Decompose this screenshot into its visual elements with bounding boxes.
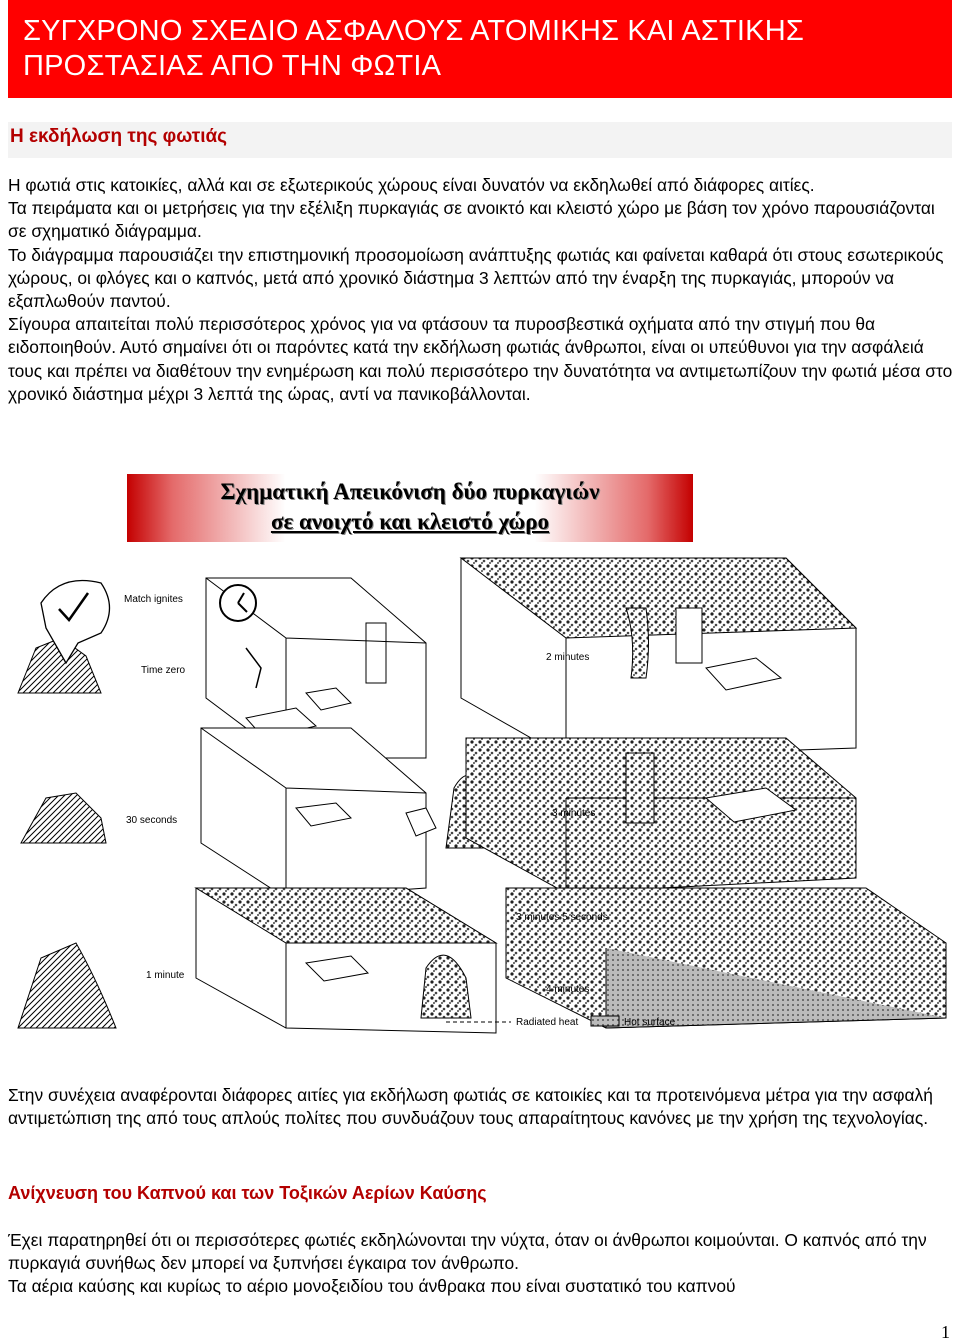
room-two-minutes bbox=[461, 558, 856, 758]
paragraph: Τα αέρια καύσης και κυρίως το αέριο μονοξειδίου του άνθρακα που είναι συστατικό του καπνού bbox=[8, 1276, 736, 1297]
label-one-minute: 1 minute bbox=[146, 970, 185, 981]
open-fire-one-minute bbox=[18, 943, 185, 1028]
diagram-title-line-1: Σχηματική Απεικόνιση δύο πυρκαγιών bbox=[220, 479, 600, 504]
fire-spread-illustration bbox=[6, 548, 956, 1048]
label-hot-surface: Hot surface bbox=[624, 1017, 676, 1028]
fire-spread-drawing bbox=[6, 548, 956, 1048]
intro-text bbox=[8, 174, 956, 406]
label-four-minutes: 4 minutes bbox=[546, 984, 590, 995]
label-two-minutes: 2 minutes bbox=[546, 652, 590, 663]
label-time-zero: Time zero bbox=[141, 665, 186, 676]
title-banner bbox=[8, 0, 952, 98]
title-line-2: ΠΡΟΣΤΑΣΙΑΣ ΑΠΟ ΤΗΝ ΦΩΤΙΑ bbox=[23, 50, 442, 82]
label-thirty-seconds: 30 seconds bbox=[126, 815, 178, 826]
label-three-minutes-five-seconds: 3 minutes 5 seconds bbox=[516, 912, 608, 923]
paragraph: Η φωτιά στις κατοικίες, αλλά και σε εξωτερικούς χώρους είναι δυνατόν να εκδηλωθεί από διάφορες αιτίες. bbox=[8, 175, 815, 195]
room-four-minutes bbox=[196, 888, 946, 1033]
label-match-ignites: Match ignites bbox=[124, 594, 183, 605]
paragraph: Σίγουρα απαιτείται πολύ περισσότερος χρόνος για να φτάσουν τα πυροσβεστικά οχήματα από την στιγμή που θα ειδοποιηθούν. Αυτό σημαίνει ότι οι παρόντες κατά την εκδήλωση φωτιάς άνθρωποι, είναι οι υπεύθυνοι για την ασφάλειά τους και πρέπει να διαθέτουν την ενημέρωση και πολύ περισσότερο την δυνατότητα να αντιμετωπίζουν την φωτιά μέσα στο χρονικό διάστημα μέχρι 3 λεπτά της ώρας, αντί να πανικοβάλλονται. bbox=[8, 314, 953, 404]
title-line-1: ΣΥΓΧΡΟΝΟ ΣΧΕΔΙΟ ΑΣΦΑΛΟΥΣ ΑΤΟΜΙΚΗΣ ΚΑΙ ΑΣΤΙΚΗΣ bbox=[23, 15, 804, 47]
open-fire-thirty-seconds bbox=[21, 793, 177, 843]
paragraph: Στην συνέχεια αναφέρονται διάφορες αιτίες για εκδήλωση φωτιάς σε κατοικίες και τα προτεινόμενα μέτρα για την ασφαλή αντιμετώπιση της από τους απλούς πολίτες που συνδυάζουν τους απαραίτητους κανόνες με την χρήση της τεχνολογίας. bbox=[8, 1085, 933, 1129]
paragraph: Έχει παρατηρηθεί ότι οι περισσότερες φωτιές εκδηλώνονται την νύχτα, όταν οι άνθρωποι κοιμούνται. Ο καπνός από την πυρκαγιά συνήθως δεν μπορεί να ξυπνήσει έγκαιρα τον άνθρωπο. bbox=[8, 1230, 927, 1274]
detection-text bbox=[8, 1229, 956, 1299]
room-thirty-seconds bbox=[201, 728, 494, 898]
room-three-minutes bbox=[466, 738, 856, 893]
label-three-minutes: 3 minutes bbox=[552, 808, 596, 819]
section-heading: Η εκδήλωση της φωτιάς bbox=[8, 122, 952, 158]
outro-text bbox=[8, 1084, 956, 1130]
paragraph: Τα πειράματα και οι μετρήσεις για την εξέλιξη πυρκαγιάς σε ανοικτό και κλειστό χώρο με βάση τον χρόνο παρουσιάζονται σε σχηματικό διάγραμμα. bbox=[8, 198, 935, 242]
open-fire-time-zero bbox=[18, 581, 186, 694]
paragraph: Το διάγραμμα παρουσιάζει την επιστημονική προσομοίωση ανάπτυξης φωτιάς και φαίνεται καθαρά ότι στους εσωτερικούς χώρους, οι φλόγες και ο καπνός, μετά από χρονικό διάστημα 3 λεπτών από την έναρξη της πυρκαγιάς, μπορούν να εξαπλωθούν παντού. bbox=[8, 244, 944, 312]
label-radiated-heat: Radiated heat bbox=[516, 1017, 579, 1028]
diagram-title-line-2: σε ανοιχτό και κλειστό χώρο bbox=[270, 509, 550, 534]
diagram-title bbox=[127, 474, 693, 542]
page-number: 1 bbox=[941, 1322, 950, 1342]
smoke-detection-heading: Ανίχνευση του Καπνού και των Τοξικών Αερίων Καύσης bbox=[8, 1183, 487, 1203]
